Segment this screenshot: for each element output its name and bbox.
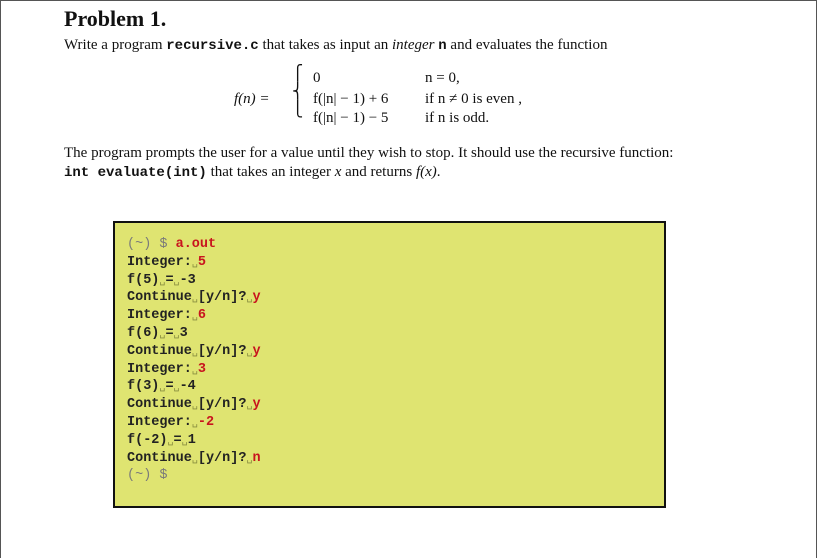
description-line: The program prompts the user for a value until they wish to stop. It should use the recursive function: [64,145,674,161]
terminal-line-command: (~) $ a.out [127,237,217,252]
formula-lhs: f(n) = [234,91,270,107]
problem-title: Problem 1. [64,6,167,31]
terminal-line-final-prompt: (~) $ [127,468,168,484]
case-condition: if n ≠ 0 is even , [425,91,522,107]
terminal-box [113,221,666,508]
terminal-line-continue: Continue␣[y/n]?␣n [127,450,261,466]
var-n: n [438,38,447,54]
terminal-line-continue: Continue␣[y/n]?␣y [127,290,261,306]
file-name: recursive.c [166,38,259,54]
terminal-line-continue: Continue␣[y/n]?␣y [127,397,261,413]
terminal-line-continue: Continue␣[y/n]?␣y [127,343,261,359]
terminal-line-result: f(6)␣=␣3 [127,325,188,341]
formula-brace: ⎧ ⎨ ⎩ [292,64,304,118]
case-expr: 0 [313,70,321,86]
terminal-line-result: f(5)␣=␣-3 [127,272,196,288]
terminal-line-integer: Integer:␣-2 [127,414,215,430]
terminal-line-integer: Integer:␣3 [127,361,206,377]
case-expr: f(|n| − 1) + 6 [313,91,389,107]
description-line-2: int evaluate(int) that takes an integer x and returns f(x). [64,164,441,181]
case-condition: n = 0, [425,70,460,86]
terminal-line-result: f(-2)␣=␣1 [127,432,196,448]
terminal-line-integer: Integer:␣6 [127,308,206,324]
terminal-output [127,236,261,485]
terminal-line-result: f(3)␣=␣-4 [127,379,196,395]
case-expr: f(|n| − 1) − 5 [313,110,389,126]
case-condition: if n is odd. [425,110,490,126]
function-signature: int evaluate(int) [64,165,207,181]
intro-paragraph: Write a program recursive.c that takes as input an integer n and evaluates the function [64,37,608,54]
terminal-line-integer: Integer:␣5 [127,254,206,270]
